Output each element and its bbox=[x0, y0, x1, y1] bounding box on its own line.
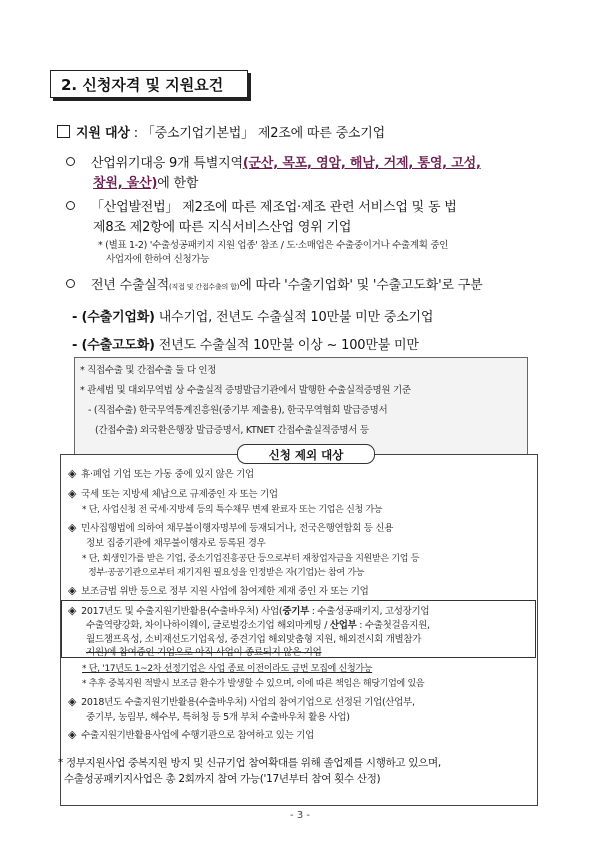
exclusion-item-5-f: : 수출첫걸음지원, bbox=[356, 620, 430, 631]
support-target-label: 지원 대상 bbox=[76, 126, 130, 141]
item-1-regions-cont: 창원, 울산) bbox=[93, 176, 158, 191]
exclusion-item-7 bbox=[68, 727, 314, 741]
export-initiation-label: - (수출기업화) bbox=[72, 310, 155, 325]
footnote-line-1: * 정부지원사업 중복지원 방지 및 신규기업 참여확대를 위해 졸업제를 시행하고 있으며, bbox=[58, 757, 441, 769]
item-3-line bbox=[66, 274, 482, 293]
exclusion-item-5-a: 2017년도 및 수출지원기반활용(수출바우처) 사업( bbox=[81, 606, 283, 617]
exclusion-item-5-c: : 수출성공패키지, 고성장기업 bbox=[308, 606, 430, 617]
diamond-bullet-icon: ◈ bbox=[68, 728, 77, 741]
export-initiation-text: 내수기업, 전년도 수출실적 10만불 미만 중소기업 bbox=[154, 310, 434, 325]
note-line-1: * 직접수출 및 간접수출 둘 다 인정 bbox=[80, 365, 217, 376]
export-initiation-line bbox=[72, 306, 433, 325]
circle-bullet-icon bbox=[66, 157, 75, 166]
exclusion-item-4 bbox=[68, 583, 369, 597]
note-line-2: * 관세법 및 대외무역법 상 수출실적 증명발급기관에서 발행한 수출실적증명원 기준 bbox=[80, 385, 411, 396]
exclusion-item-5-line-1 bbox=[68, 603, 429, 617]
diamond-bullet-icon: ◈ bbox=[68, 695, 77, 708]
exclusion-item-3-text-1: 민사집행법에 의하여 채무불이행자명부에 등재되거나, 전국은행연합회 등 신용 bbox=[81, 523, 394, 534]
section-title: 2. 신청자격 및 지원요건 bbox=[61, 76, 224, 94]
exclusion-item-3-text-2: 정보 집중기관에 채무불이행자로 등록된 경우 bbox=[86, 538, 266, 549]
exclusion-item-6 bbox=[68, 694, 415, 708]
section-title-box bbox=[50, 70, 248, 98]
exclusion-item-1 bbox=[68, 466, 254, 480]
diamond-bullet-icon: ◈ bbox=[68, 604, 77, 617]
exclusion-title: 신청 제외 대상 bbox=[268, 448, 344, 462]
exclusion-item-7-text: 수출지원기반활용사업에 수행기관으로 참여하고 있는 기업 bbox=[81, 730, 314, 741]
circle-bullet-icon bbox=[66, 279, 75, 288]
export-advancement-line bbox=[72, 334, 419, 353]
circle-bullet-icon bbox=[66, 201, 75, 210]
page-number: - 3 - bbox=[290, 810, 310, 821]
item-1-suffix: 에 한함 bbox=[157, 176, 199, 191]
diamond-bullet-icon: ◈ bbox=[68, 584, 77, 597]
exclusion-item-5-d: 수출역량강화, 차이나하이웨이, 글로벌강소기업 해외마케팅 / bbox=[86, 620, 330, 631]
export-advancement-text: 전년도 수출실적 10만불 이상 ~ 100만불 미만 bbox=[154, 338, 419, 353]
diamond-bullet-icon: ◈ bbox=[68, 487, 77, 500]
exclusion-item-3-note-1: * 단, 회생인가를 받은 기업, 중소기업진흥공단 등으로부터 재창업자금을 지원받은 기업 등 bbox=[82, 554, 420, 564]
exclusion-item-3 bbox=[68, 520, 393, 534]
item-1-line-2 bbox=[93, 172, 198, 191]
exclusion-item-5-line-2 bbox=[86, 617, 430, 631]
exclusion-item-5-b: 중기부 bbox=[282, 606, 309, 617]
item-2-text-1: 「산업발전법」 제2조에 따른 제조업·제조 관련 서비스업 및 동 법 bbox=[90, 200, 457, 215]
exclusion-item-2-text: 국세 또는 지방세 체납으로 규제중인 자 또는 기업 bbox=[81, 489, 278, 500]
diamond-bullet-icon: ◈ bbox=[68, 467, 77, 480]
exclusion-item-6-text-1: 2018년도 수출지원기반활용(수출바우처) 사업의 참여기업으로 선정된 기업(산업부, bbox=[81, 697, 415, 708]
exclusion-item-2 bbox=[68, 486, 278, 500]
item-3-small: (직접 및 간접수출의 합) bbox=[169, 283, 240, 291]
note-line-4: (간접수출) 외국환은행장 발급증명서, KTNET 간접수출실적증명서 등 bbox=[95, 425, 369, 436]
exclusion-item-6-text-2: 중기부, 농림부, 해수부, 특허청 등 5개 부처 수출바우처 활용 사업) bbox=[86, 712, 350, 723]
item-2-line-1 bbox=[66, 196, 457, 215]
exclusion-item-5-line-4: 지원)에 참여중인 기업으로 아직 사업이 종료되지 않은 기업 bbox=[86, 647, 322, 658]
exclusion-title-pill bbox=[237, 444, 375, 464]
item-2-line-2: 제8조 제2항에 따른 지식서비스산업 영위 기업 bbox=[93, 220, 352, 235]
diamond-bullet-icon: ◈ bbox=[68, 521, 77, 534]
exclusion-item-5-note-2: * 추후 중복지원 적발시 보조금 환수가 발생할 수 있으며, 이에 따른 책임은 해당기업에 있음 bbox=[82, 679, 425, 689]
checkbox-icon bbox=[57, 125, 70, 138]
exclusion-item-1-text: 휴·폐업 기업 또는 가동 중에 있지 않은 기업 bbox=[81, 469, 254, 480]
exclusion-item-5-note-1: * 단, '17년도 1~2차 선정기업은 사업 종료 이전이라도 금번 모집에 신청가능 bbox=[82, 664, 373, 674]
export-advancement-label: - (수출고도화) bbox=[72, 338, 155, 353]
item-2-note-1: * (별표 1-2) '수출성공패키지 지원 업종' 참조 / 도·소매업은 수출중이거나 수출계획 중인 bbox=[98, 240, 449, 251]
exclusion-item-2-note: * 단, 사업신청 전 국세·지방세 등의 특수채무 변제 완료자 또는 기업은 신청 가능 bbox=[82, 505, 383, 515]
footnote-line-2: 수출성공패키지사업은 총 2회까지 참여 가능('17년부터 참여 횟수 산정) bbox=[64, 773, 381, 785]
item-2-note-2: 사업자에 한하여 신청가능 bbox=[106, 254, 210, 265]
item-1-regions: (군산, 목포, 영암, 해남, 거제, 통영, 고성, bbox=[242, 156, 481, 171]
exclusion-item-3-note-2: 정부·공공기관으로부터 재기지원 필요성을 인정받은 자(기업)는 참여 가능 bbox=[88, 568, 365, 578]
note-line-3: - (직접수출) 한국무역통계진흥원(중기부 제출용), 한국무역협회 발급증명서 bbox=[88, 405, 388, 416]
exclusion-item-4-text: 보조금법 위반 등으로 정부 지원 사업에 참여제한 제재 중인 자 또는 기업 bbox=[81, 586, 369, 597]
exclusion-item-5-line-3: 월드챔프육성, 소비재선도기업육성, 중견기업 해외맞춤형 지원, 해외전시회 개별참가 bbox=[86, 634, 422, 645]
exclusion-item-5-e: 산업부 bbox=[329, 620, 357, 631]
item-3-text-2: 에 따라 '수출기업화' 및 '수출고도화'로 구분 bbox=[239, 278, 483, 293]
item-1-text: 산업위기대응 9개 특별지역 bbox=[90, 156, 243, 171]
item-1-line-1 bbox=[66, 152, 481, 171]
item-3-text-1: 전년 수출실적 bbox=[90, 278, 170, 293]
support-target-line bbox=[57, 122, 385, 141]
support-target-text: : 「중소기업기본법」 제2조에 따른 중소기업 bbox=[129, 126, 386, 141]
